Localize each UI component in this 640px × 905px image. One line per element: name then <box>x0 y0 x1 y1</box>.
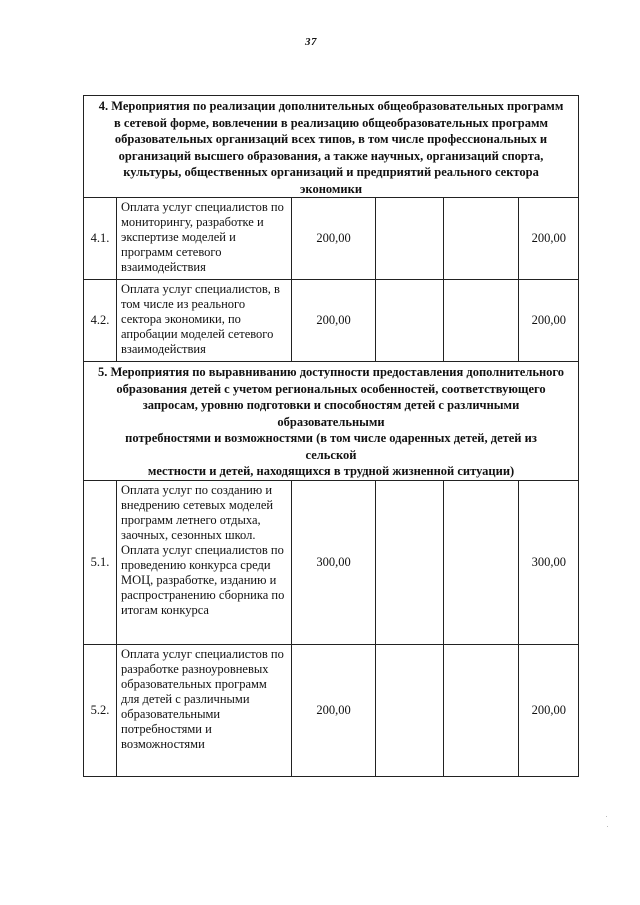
section-title-line: культуры, общественных организаций и предприятий реального сектора <box>123 165 539 179</box>
section-title-line: в сетевой форме, вовлечении в реализацию общеобразовательных программ <box>114 115 548 130</box>
section-title <box>84 362 579 481</box>
section-title-line: экономики <box>300 181 363 196</box>
row-col3 <box>376 644 444 776</box>
budget-table <box>83 95 579 777</box>
row-amount: 300,00 <box>292 480 376 644</box>
row-col4 <box>444 198 519 280</box>
row-col3 <box>376 280 444 362</box>
section-title <box>84 96 579 198</box>
row-description: Оплата услуг специалистов, в том числе из реального сектора экономики, по апробации моделей сетевого взаимодействия <box>117 280 292 362</box>
row-number: 5.2. <box>84 644 117 776</box>
row-col3 <box>376 198 444 280</box>
section-title-line: образовательных организаций всех типов, в том числе профессиональных и <box>114 132 548 146</box>
section-title-line: местности и детей, находящихся в трудной жизненной ситуации) <box>147 464 515 478</box>
row-total: 200,00 <box>519 280 579 362</box>
section-title-line: сельской <box>305 447 357 462</box>
section-title-line: 5. Мероприятия по выравниванию доступности предоставления дополнительного <box>97 365 565 379</box>
row-total: 200,00 <box>519 644 579 776</box>
row-number: 4.2. <box>84 280 117 362</box>
section-title-line: образовательными <box>277 414 385 429</box>
table-row <box>84 280 579 362</box>
row-total: 300,00 <box>519 480 579 644</box>
row-total: 200,00 <box>519 198 579 280</box>
section-title-line: организаций высшего образования, а также научных, организаций спорта, <box>118 148 544 163</box>
row-amount: 200,00 <box>292 644 376 776</box>
scan-speck <box>606 816 607 817</box>
section-title-line: 4. Мероприятия по реализации дополнительных общеобразовательных программ <box>98 99 564 113</box>
row-description: Оплата услуг специалистов по разработке разноуровневых образовательных программ для детей с различными образовательными потребностями и возможностями <box>117 644 292 776</box>
section-title-line: образования детей с учетом региональных особенностей, соответствующего <box>116 381 546 396</box>
section-title-line: запросам, уровню подготовки и способностям детей с различными <box>142 398 520 412</box>
row-col4 <box>444 480 519 644</box>
row-col4 <box>444 644 519 776</box>
table-row <box>84 480 579 644</box>
row-col4 <box>444 280 519 362</box>
row-amount: 200,00 <box>292 198 376 280</box>
row-col3 <box>376 480 444 644</box>
scan-speck <box>607 826 608 827</box>
table-row <box>84 198 579 280</box>
row-number: 5.1. <box>84 480 117 644</box>
section-title-line: потребностями и возможностями (в том числе одаренных детей, детей из <box>125 431 537 445</box>
section-header-row <box>84 96 579 198</box>
section-header-row <box>84 362 579 481</box>
page-number: 37 <box>305 36 317 48</box>
table-row <box>84 644 579 776</box>
row-amount: 200,00 <box>292 280 376 362</box>
row-description: Оплата услуг специалистов по мониторингу, разработке и экспертизе моделей и программ сетевого взаимодействия <box>117 198 292 280</box>
row-number: 4.1. <box>84 198 117 280</box>
row-description: Оплата услуг по созданию и внедрению сетевых моделей программ летнего отдыха, заочных, сезонных школ. Оплата услуг специалистов по проведению конкурса среди МОЦ, разработке, изданию и распространению сборника по итогам конкурса <box>117 480 292 644</box>
